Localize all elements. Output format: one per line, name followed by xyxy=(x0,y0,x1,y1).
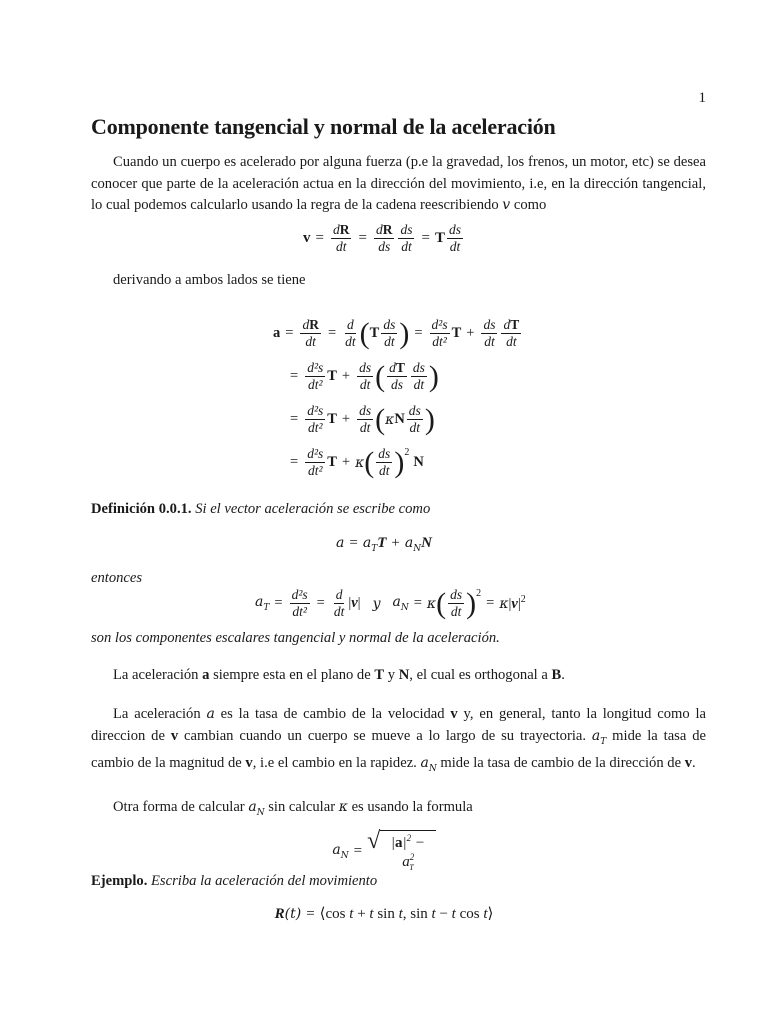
example-text: Escriba la aceleración del movimiento xyxy=(151,873,378,889)
example-label: Ejemplo. xyxy=(91,873,148,889)
equation-acceleration-derivation: a = $\frac{dR}{dt}$ = $\frac{d}{dt}$ ( T $\frac{ds}{dt}$ ) = $\frac{\text{d²s}}{\text{dt²}}$ T + $\frac{ds}{dt}$ $\frac{dT}{dt}$ = $\frac{\text{d²s}}{\text{dt²}}$ T + $\frac{ds}{dt}$ ( $\frac{dT}{ds}$ $\frac{ds}{dt}$ ) = $\frac{\text{d²s}}{\text{dt²}}$ T + $\frac{ds}{dt}$ ( κ N $\frac{ds}{dt}$ ) = $\frac{\text{d²s}}{\text{dt²}}$ T + κ ( $\frac{ds}{dt}$ ) $^2$ N xyxy=(273,316,520,479)
page-number: 1 xyxy=(698,90,706,106)
equation-example: R(t) = ⟨cos t + t sin t, sin t − t cos t⟩ xyxy=(274,906,494,922)
equation-velocity: v = $\frac{dR}{dt}$ = $\frac{dR}{ds}$ $\frac{ds}{dt}$ = T $\frac{ds}{dt}$ xyxy=(303,222,461,254)
intro-text: Cuando un cuerpo es acelerado por alguna fuerza (p.e la gravedad, los frenos, un motor, etc) se desea conocer que parte de la aceleración actua en la dirección del movimiento, i.e, en la dirección tangencial, lo cual podemos calcularlo usando la regra de la cadena reescribiendo xyxy=(91,154,706,213)
equation-components: $a_T$ = $\frac{\text{d²s}}{\text{dt²}}$ = $\frac{d}{dt}$ |v| y $a_N$ = κ ( $\frac{ds}{dt}$ ) $^2$ = κ $|v|^2$ xyxy=(255,586,526,620)
example-statement xyxy=(91,871,706,893)
entonces-text: entonces xyxy=(91,570,143,586)
plane-paragraph: La aceleración a siempre esta en el plano de T y N, el cual es orthogonal a B. xyxy=(113,667,565,683)
section-title: Componente tangencial y normal de la aceleración xyxy=(91,114,556,139)
definition-label: Definición 0.0.1. xyxy=(91,501,192,517)
definition-text: Si el vector aceleración se escribe como xyxy=(195,501,431,517)
equation-aN-formula: $a_N$ = √ $|a|^2 - a^2_T$ xyxy=(0,830,768,872)
otra-forma-paragraph: Otra forma de calcular $a_N$ sin calcular κ es usando la formula xyxy=(113,799,473,818)
intro-end: como xyxy=(513,197,547,213)
definition-statement xyxy=(91,499,706,521)
intro-var: v xyxy=(502,197,511,213)
intro-paragraph xyxy=(91,152,706,217)
rate-paragraph: La aceleración a es la tasa de cambio de la velocidad v y, en general, tanto la longitud como la direccion de v cambian cuando un cuerpo se mueve a lo largo de su trayectoria. $a_T$ mide la tasa de cambio de la magnitud de v, i.e el cambio en la rapidez. $a_N$ mide la tasa de cambio de la dirección de v. xyxy=(91,706,706,774)
definition-conclusion: son los componentes escalares tangencial y normal de la aceleración. xyxy=(91,630,500,646)
equation-definition: $a = a_TT + a_NN$ xyxy=(336,535,432,554)
derivando-text: derivando a ambos lados se tiene xyxy=(113,272,306,288)
